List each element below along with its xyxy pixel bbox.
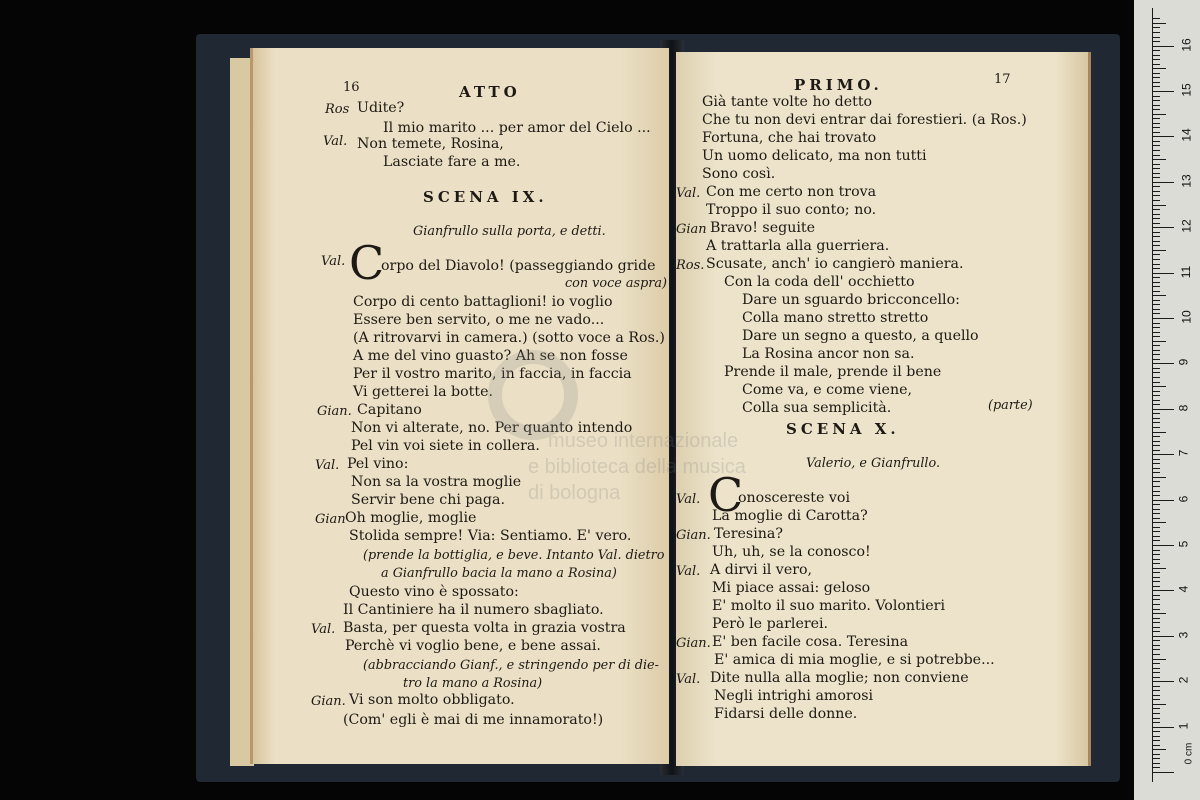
- verse-line: (Com' egli è mai di me innamorato!): [343, 712, 604, 728]
- verse-line: E' amica di mia moglie, e si potrebbe...: [714, 652, 995, 668]
- verse-line: Capitano: [357, 402, 422, 418]
- scene-title: SCENA IX.: [423, 188, 548, 206]
- verse-line: Con me certo non trova: [706, 184, 877, 200]
- ruler-tick: [1152, 336, 1160, 337]
- ruler-tick: [1152, 100, 1160, 101]
- ruler-tick: [1152, 177, 1160, 178]
- ruler-number: 6: [1176, 495, 1191, 502]
- ruler-tick: [1152, 441, 1160, 442]
- verse-line: Fidarsi delle donne.: [714, 706, 858, 722]
- verse-line: Il mio marito ... per amor del Cielo ...: [383, 120, 651, 136]
- stage-direction: (parte): [988, 398, 1033, 413]
- ruler-tick: [1152, 268, 1160, 269]
- ruler-number: 12: [1179, 219, 1194, 233]
- ruler-tick: [1152, 563, 1160, 564]
- ruler-tick: [1152, 672, 1160, 673]
- ruler-tick: [1152, 577, 1160, 578]
- ruler-tick: [1152, 472, 1160, 473]
- ruler-tick: [1152, 763, 1160, 764]
- verse-line: Non sa la vostra moglie: [351, 474, 522, 490]
- ruler-tick: [1152, 545, 1174, 546]
- ruler-tick: [1152, 536, 1160, 537]
- verse-line: Dite nulla alla moglie; non conviene: [710, 670, 969, 686]
- ruler-number: 15: [1179, 83, 1194, 97]
- ruler-tick: [1152, 254, 1160, 255]
- verse-line: Basta, per questa volta in grazia vostra: [343, 620, 626, 636]
- ruler-tick: [1152, 363, 1174, 364]
- speaker: Gian: [676, 222, 707, 237]
- ruler-tick: [1152, 241, 1160, 242]
- ruler-tick: [1152, 699, 1160, 700]
- ruler-tick: [1152, 359, 1160, 360]
- ruler-tick: [1152, 604, 1160, 605]
- ruler-tick: [1152, 736, 1160, 737]
- ruler-number: 2: [1176, 676, 1191, 684]
- ruler-tick: [1152, 96, 1160, 97]
- ruler-tick: [1152, 772, 1174, 773]
- verse-line: Con la coda dell' occhietto: [724, 274, 915, 290]
- ruler-tick: [1152, 404, 1160, 405]
- scene-title: SCENA X.: [786, 420, 900, 438]
- verse-line: Fortuna, che hai trovato: [702, 130, 877, 146]
- ruler-tick: [1152, 391, 1160, 392]
- verse-line: Servir bene chi paga.: [351, 492, 505, 508]
- ruler-tick: [1152, 341, 1166, 342]
- ruler-tick: [1152, 586, 1160, 587]
- ruler-tick: [1152, 191, 1160, 192]
- verse-line: Stolida sempre! Via: Sentiamo. E' vero.: [349, 528, 632, 544]
- verse-line: orpo del Diavolo! (passeggiando gride: [381, 258, 656, 274]
- verse-line: Però le parlerei.: [712, 616, 829, 632]
- ruler-tick: [1152, 767, 1160, 768]
- ruler-tick: [1152, 164, 1160, 165]
- verse-line: Già tante volte ho detto: [702, 94, 873, 110]
- ruler-tick: [1152, 609, 1160, 610]
- ruler-tick: [1152, 232, 1160, 233]
- ruler-tick: [1152, 522, 1166, 523]
- ruler-tick: [1152, 422, 1160, 423]
- ruler-tick: [1152, 659, 1166, 660]
- ruler-tick: [1152, 123, 1160, 124]
- speaker: Gian.: [311, 694, 346, 709]
- ruler-number: 7: [1176, 449, 1191, 457]
- ruler-tick: [1152, 631, 1160, 632]
- ruler-tick: [1152, 273, 1174, 274]
- ruler-tick: [1152, 114, 1166, 115]
- ruler-tick: [1152, 531, 1160, 532]
- verse-line: Teresina?: [714, 526, 783, 542]
- ruler-tick: [1152, 713, 1160, 714]
- ruler-tick: [1152, 159, 1166, 160]
- ruler-tick: [1152, 445, 1160, 446]
- ruler-tick: [1152, 559, 1160, 560]
- watermark-line: e biblioteca della musica: [528, 456, 746, 478]
- ruler-tick: [1152, 495, 1160, 496]
- verse-line: Oh moglie, moglie: [345, 510, 477, 526]
- ruler-tick: [1152, 41, 1160, 42]
- verse-line: Questo vino è spossato:: [349, 584, 519, 600]
- ruler-tick: [1152, 695, 1160, 696]
- running-header: PRIMO.: [794, 76, 883, 94]
- stage-direction: Gianfrullo sulla porta, e detti.: [413, 224, 606, 239]
- verse-line: Un uomo delicato, ma non tutti: [702, 148, 927, 164]
- ruler-tick: [1152, 413, 1160, 414]
- ruler-tick: [1152, 218, 1160, 219]
- verse-line: A trattarla alla guerriera.: [706, 238, 890, 254]
- measuring-ruler: [1134, 0, 1200, 800]
- ruler-tick: [1152, 77, 1160, 78]
- verse-line: E' molto il suo marito. Volontieri: [712, 598, 946, 614]
- verse-line: Per il vostro marito, in faccia, in faccia: [353, 366, 632, 382]
- watermark-line: di bologna: [528, 482, 621, 504]
- ruler-tick: [1152, 368, 1160, 369]
- ruler-tick: [1152, 654, 1160, 655]
- verse-line: Pel vin voi siete in collera.: [351, 438, 540, 454]
- verse-line: Dare un segno a questo, a quello: [742, 328, 979, 344]
- page-number: 16: [343, 80, 360, 95]
- stage-direction: tro la mano a Rosina): [403, 676, 543, 691]
- ruler-tick: [1152, 50, 1160, 51]
- ruler-tick: [1152, 295, 1166, 296]
- verse-line: Colla sua semplicità.: [742, 400, 892, 416]
- ruler-tick: [1152, 73, 1160, 74]
- verse-line: Uh, uh, se la conosco!: [712, 544, 871, 560]
- ruler-tick: [1152, 46, 1174, 47]
- ruler-tick: [1152, 513, 1160, 514]
- ruler-tick: [1152, 323, 1160, 324]
- verse-line: Prende il male, prende il bene: [724, 364, 942, 380]
- ruler-tick: [1152, 599, 1160, 600]
- ruler-tick: [1152, 105, 1160, 106]
- ruler-tick: [1152, 427, 1160, 428]
- ruler-tick: [1152, 372, 1160, 373]
- ruler-tick: [1152, 450, 1160, 451]
- ruler-tick: [1152, 23, 1166, 24]
- ruler-tick: [1152, 200, 1160, 201]
- ruler-tick: [1152, 581, 1160, 582]
- ruler-tick: [1152, 477, 1166, 478]
- ruler-tick: [1152, 677, 1160, 678]
- ruler-tick: [1152, 668, 1160, 669]
- verse-line: Sono così.: [702, 166, 776, 182]
- ruler-tick: [1152, 418, 1160, 419]
- ruler-tick: [1152, 282, 1160, 283]
- ruler-tick: [1152, 155, 1160, 156]
- ruler-tick: [1152, 150, 1160, 151]
- ruler-tick: [1152, 27, 1160, 28]
- ruler-tick: [1152, 82, 1160, 83]
- stage-direction: Valerio, e Gianfrullo.: [806, 456, 941, 471]
- ruler-tick: [1152, 309, 1160, 310]
- ruler-tick: [1152, 109, 1160, 110]
- ruler-tick: [1152, 145, 1160, 146]
- ruler-tick: [1152, 259, 1160, 260]
- ruler-tick: [1152, 622, 1160, 623]
- ruler-number: 11: [1179, 265, 1194, 278]
- ruler-tick: [1152, 118, 1160, 119]
- ruler-tick: [1152, 432, 1166, 433]
- ruler-tick: [1152, 327, 1160, 328]
- verse-line: Che tu non devi entrar dai forestieri. (a Ros.): [702, 112, 1027, 128]
- ruler-tick: [1152, 649, 1160, 650]
- ruler-tick: [1152, 173, 1160, 174]
- verse-line: Lasciate fare a me.: [383, 154, 521, 170]
- verse-line: Colla mano stretto stretto: [742, 310, 929, 326]
- verse-line: Corpo di cento battaglioni! io voglio: [353, 294, 613, 310]
- ruler-tick: [1152, 18, 1160, 19]
- speaker: Val.: [676, 672, 701, 687]
- verse-line: Vi son molto obbligato.: [349, 692, 515, 708]
- ruler-tick: [1152, 286, 1160, 287]
- ruler-tick: [1152, 59, 1160, 60]
- ruler-tick: [1152, 568, 1166, 569]
- speaker: Val.: [311, 622, 336, 637]
- ruler-tick: [1152, 409, 1174, 410]
- verse-line: La moglie di Carotta?: [712, 508, 868, 524]
- ruler-tick: [1152, 459, 1160, 460]
- speaker: Gian.: [676, 528, 711, 543]
- ruler-tick: [1152, 304, 1160, 305]
- ruler-tick: [1152, 722, 1160, 723]
- ruler-tick: [1152, 382, 1160, 383]
- drop-cap: C: [349, 236, 385, 290]
- ruler-tick: [1152, 354, 1160, 355]
- ruler-tick: [1152, 332, 1160, 333]
- ruler-tick: [1152, 572, 1160, 573]
- speaker: Ros: [325, 102, 350, 117]
- speaker: Gian: [315, 512, 346, 527]
- ruler-tick: [1152, 758, 1160, 759]
- verse-line: Mi piace assai: geloso: [712, 580, 871, 596]
- museum-watermark: [488, 350, 768, 504]
- ruler-tick: [1152, 127, 1160, 128]
- stage-direction: (prende la bottiglia, e beve. Intanto Val. dietro: [363, 548, 665, 563]
- ruler-tick: [1152, 223, 1160, 224]
- ruler-number: 14: [1179, 128, 1194, 143]
- ruler-tick: [1152, 318, 1174, 319]
- ruler-tick: [1152, 313, 1160, 314]
- ruler-tick: [1152, 754, 1160, 755]
- ruler-tick: [1152, 627, 1160, 628]
- ruler-tick: [1152, 395, 1160, 396]
- ruler-tick: [1152, 400, 1160, 401]
- ruler-number: 9: [1176, 359, 1191, 366]
- verse-line: Come va, e come viene,: [742, 382, 912, 398]
- ruler-tick: [1152, 500, 1174, 501]
- ruler-tick: [1152, 663, 1160, 664]
- verse-line: Dare un sguardo bricconcello:: [742, 292, 960, 308]
- drop-cap: C: [708, 468, 744, 522]
- ruler-number: 4: [1176, 586, 1191, 593]
- ruler-tick: [1152, 350, 1160, 351]
- ruler-tick: [1152, 681, 1174, 682]
- ruler-tick: [1152, 141, 1160, 142]
- ruler-tick: [1152, 527, 1160, 528]
- speaker: Gian.: [676, 636, 711, 651]
- ruler-tick: [1152, 186, 1160, 187]
- ruler-tick: [1152, 91, 1174, 92]
- ruler-tick: [1152, 540, 1160, 541]
- ruler-tick: [1152, 704, 1166, 705]
- stage-direction: con voce aspra): [565, 276, 668, 291]
- ruler-tick: [1152, 55, 1160, 56]
- watermark-logo: [488, 350, 578, 440]
- speaker: Val.: [676, 492, 701, 507]
- page-number: 17: [994, 72, 1011, 87]
- ruler-number: 10: [1179, 310, 1194, 324]
- ruler-tick: [1152, 436, 1160, 437]
- ruler-tick: [1152, 236, 1160, 237]
- verse-line: Essere ben servito, o me ne vado...: [353, 312, 605, 328]
- ruler-tick: [1152, 613, 1166, 614]
- ruler-tick: [1152, 68, 1166, 69]
- ruler-tick: [1152, 463, 1160, 464]
- ruler-tick: [1152, 749, 1166, 750]
- ruler-number: 8: [1176, 404, 1191, 412]
- stage-direction: (abbracciando Gianf., e stringendo per di die-: [363, 658, 659, 673]
- verse-line: Il Cantiniere ha il numero sbagliato.: [343, 602, 604, 618]
- ruler-tick: [1152, 136, 1174, 137]
- ruler-number: 13: [1179, 174, 1194, 188]
- ruler-tick: [1152, 227, 1174, 228]
- ruler-tick: [1152, 214, 1160, 215]
- ruler-tick: [1152, 486, 1160, 487]
- ruler-number: 3: [1176, 631, 1191, 639]
- ruler-tick: [1152, 718, 1160, 719]
- ruler-tick: [1152, 468, 1160, 469]
- ruler-tick: [1152, 209, 1160, 210]
- verse-line: Pel vino:: [347, 456, 409, 472]
- ruler-tick: [1152, 182, 1174, 183]
- ruler-number: 16: [1179, 37, 1194, 52]
- speaker: Val.: [676, 564, 701, 579]
- verse-line: A me del vino guasto? Ah se non fosse: [353, 348, 628, 364]
- ruler-tick: [1152, 708, 1160, 709]
- verse-line: Negli intrighi amorosi: [714, 688, 874, 704]
- speaker: Val.: [323, 134, 348, 149]
- verse-line: Non vi alterate, no. Per quanto intendo: [351, 420, 633, 436]
- ruler-tick: [1152, 645, 1160, 646]
- speaker: Val.: [315, 458, 340, 473]
- ruler-tick: [1152, 640, 1160, 641]
- ruler-tick: [1152, 264, 1160, 265]
- ruler-tick: [1152, 377, 1160, 378]
- ruler-tick: [1152, 740, 1160, 741]
- ruler-tick: [1152, 690, 1160, 691]
- verse-line: Scusate, anch' io cangierò maniera.: [706, 256, 964, 272]
- ruler-tick: [1152, 250, 1166, 251]
- verse-line: Vi getterei la botte.: [353, 384, 493, 400]
- ruler-tick: [1152, 386, 1166, 387]
- verse-line: Udite?: [357, 100, 405, 116]
- ruler-tick: [1152, 86, 1160, 87]
- ruler-tick: [1152, 345, 1160, 346]
- ruler-tick: [1152, 745, 1160, 746]
- speaker: Val.: [676, 186, 701, 201]
- verse-line: La Rosina ancor non sa.: [742, 346, 915, 362]
- ruler-tick: [1152, 731, 1160, 732]
- ruler-tick: [1152, 454, 1174, 455]
- ruler-tick: [1152, 509, 1160, 510]
- ruler-tick: [1152, 132, 1160, 133]
- verse-line: Troppo il suo conto; no.: [706, 202, 877, 218]
- speaker: Ros.: [676, 258, 705, 273]
- verse-line: Bravo! seguite: [710, 220, 815, 236]
- ruler-tick: [1152, 195, 1160, 196]
- ruler-tick: [1152, 300, 1160, 301]
- watermark-line: museo internazionale: [548, 430, 739, 452]
- ruler-tick: [1152, 595, 1160, 596]
- verse-line: (A ritrovarvi in camera.) (sotto voce a Ros.): [353, 330, 665, 346]
- ruler-tick: [1152, 277, 1160, 278]
- speaker: Val.: [321, 254, 346, 269]
- verse-line: E' ben facile cosa. Teresina: [712, 634, 909, 650]
- ruler-number: 1: [1176, 722, 1191, 729]
- ruler-tick: [1152, 64, 1160, 65]
- ruler-tick: [1152, 32, 1160, 33]
- ruler-tick: [1152, 168, 1160, 169]
- ruler-tick: [1152, 504, 1160, 505]
- ruler-tick: [1152, 245, 1160, 246]
- running-header: ATTO: [459, 83, 521, 101]
- ruler-tick: [1152, 686, 1160, 687]
- ruler-number: 5: [1176, 540, 1191, 548]
- ruler-unit: 0 cm: [1183, 742, 1195, 765]
- ruler-tick: [1152, 37, 1160, 38]
- ruler-tick: [1152, 518, 1160, 519]
- ruler-tick: [1152, 481, 1160, 482]
- ruler-tick: [1152, 590, 1174, 591]
- verse-line: onoscereste voi: [738, 490, 851, 506]
- speaker: Gian.: [317, 404, 352, 419]
- ruler-tick: [1152, 636, 1174, 637]
- ruler-tick: [1152, 727, 1174, 728]
- verse-line: Non temete, Rosina,: [357, 136, 504, 152]
- stage-direction: a Gianfrullo bacia la mano a Rosina): [381, 566, 617, 581]
- ruler-tick: [1152, 554, 1160, 555]
- ruler-tick: [1152, 550, 1160, 551]
- ruler-tick: [1152, 618, 1160, 619]
- ruler-tick: [1152, 205, 1166, 206]
- verse-line: A dirvi il vero,: [710, 562, 813, 578]
- verse-line: Perchè vi voglio bene, e bene assai.: [345, 638, 601, 654]
- ruler-tick: [1152, 491, 1160, 492]
- ruler-tick: [1152, 291, 1160, 292]
